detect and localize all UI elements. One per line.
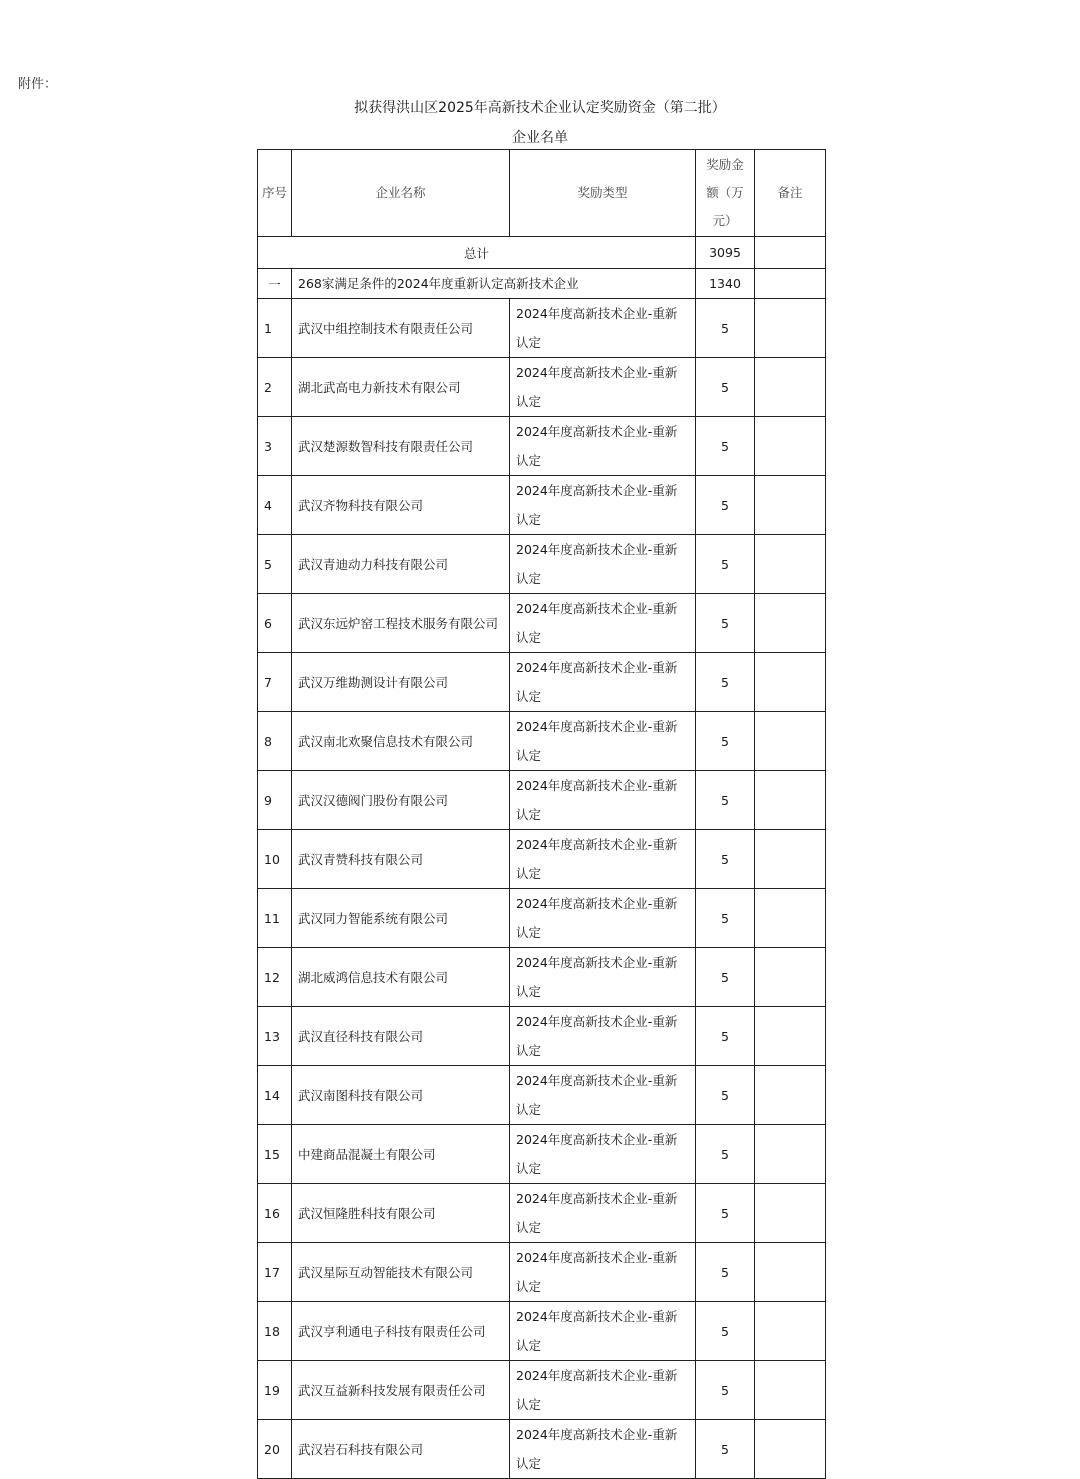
- table-row: [258, 1243, 826, 1302]
- row-note: [755, 830, 826, 889]
- header-type: 奖励类型: [510, 150, 696, 237]
- row-award-type: 2024年度高新技术企业-重新认定: [510, 476, 696, 535]
- table-row: [258, 712, 826, 771]
- row-seq: 10: [258, 830, 292, 889]
- header-amount: 奖励金额（万元）: [696, 150, 755, 237]
- row-company-name: 武汉岩石科技有限公司: [292, 1420, 510, 1479]
- table-row: [258, 299, 826, 358]
- row-amount: 5: [696, 1066, 755, 1125]
- table-row: [258, 1007, 826, 1066]
- row-seq: 9: [258, 771, 292, 830]
- row-note: [755, 1007, 826, 1066]
- row-seq: 16: [258, 1184, 292, 1243]
- row-note: [755, 594, 826, 653]
- row-note: [755, 1125, 826, 1184]
- row-amount: 5: [696, 1302, 755, 1361]
- row-seq: 6: [258, 594, 292, 653]
- row-company-name: 武汉青赞科技有限公司: [292, 830, 510, 889]
- row-note: [755, 1361, 826, 1420]
- row-company-name: 武汉万维勘测设计有限公司: [292, 653, 510, 712]
- row-note: [755, 1420, 826, 1479]
- row-seq: 18: [258, 1302, 292, 1361]
- row-amount: 5: [696, 299, 755, 358]
- row-amount: 5: [696, 358, 755, 417]
- category-label: 268家满足条件的2024年度重新认定高新技术企业: [292, 269, 696, 299]
- row-seq: 17: [258, 1243, 292, 1302]
- row-amount: 5: [696, 712, 755, 771]
- header-seq: 序号: [258, 150, 292, 237]
- category-row: [258, 269, 826, 299]
- table-row: [258, 771, 826, 830]
- row-company-name: 武汉恒隆胜科技有限公司: [292, 1184, 510, 1243]
- row-amount: 5: [696, 1184, 755, 1243]
- row-award-type: 2024年度高新技术企业-重新认定: [510, 535, 696, 594]
- row-amount: 5: [696, 1243, 755, 1302]
- row-amount: 5: [696, 1007, 755, 1066]
- category-index: 一: [258, 269, 292, 299]
- row-amount: 5: [696, 948, 755, 1007]
- row-amount: 5: [696, 653, 755, 712]
- row-award-type: 2024年度高新技术企业-重新认定: [510, 1066, 696, 1125]
- row-company-name: 武汉东远炉窑工程技术服务有限公司: [292, 594, 510, 653]
- row-company-name: 武汉齐物科技有限公司: [292, 476, 510, 535]
- row-seq: 1: [258, 299, 292, 358]
- table-row: [258, 417, 826, 476]
- row-note: [755, 1066, 826, 1125]
- document-title: 拟获得洪山区2025年高新技术企业认定奖励资金（第二批）: [354, 100, 726, 116]
- row-company-name: 武汉互益新科技发展有限责任公司: [292, 1361, 510, 1420]
- table-row: [258, 1302, 826, 1361]
- category-note: [755, 269, 826, 299]
- row-note: [755, 889, 826, 948]
- row-amount: 5: [696, 417, 755, 476]
- total-label: 总计: [258, 237, 696, 269]
- row-seq: 11: [258, 889, 292, 948]
- row-note: [755, 417, 826, 476]
- row-company-name: 武汉亨利通电子科技有限责任公司: [292, 1302, 510, 1361]
- header-note: 备注: [755, 150, 826, 237]
- row-award-type: 2024年度高新技术企业-重新认定: [510, 712, 696, 771]
- row-amount: 5: [696, 476, 755, 535]
- row-company-name: 武汉直径科技有限公司: [292, 1007, 510, 1066]
- row-amount: 5: [696, 830, 755, 889]
- row-company-name: 湖北武高电力新技术有限公司: [292, 358, 510, 417]
- attachment-label: 附件：: [18, 77, 58, 92]
- row-seq: 19: [258, 1361, 292, 1420]
- table-row: [258, 1125, 826, 1184]
- row-award-type: 2024年度高新技术企业-重新认定: [510, 1125, 696, 1184]
- row-note: [755, 712, 826, 771]
- row-amount: 5: [696, 535, 755, 594]
- row-amount: 5: [696, 594, 755, 653]
- row-amount: 5: [696, 1125, 755, 1184]
- row-award-type: 2024年度高新技术企业-重新认定: [510, 1007, 696, 1066]
- table-header-row: [258, 150, 826, 237]
- total-note: [755, 237, 826, 269]
- row-seq: 2: [258, 358, 292, 417]
- row-company-name: 中建商品混凝土有限公司: [292, 1125, 510, 1184]
- row-seq: 3: [258, 417, 292, 476]
- row-award-type: 2024年度高新技术企业-重新认定: [510, 771, 696, 830]
- row-seq: 5: [258, 535, 292, 594]
- table-row: [258, 476, 826, 535]
- table-row: [258, 948, 826, 1007]
- row-company-name: 武汉同力智能系统有限公司: [292, 889, 510, 948]
- enterprise-table: [257, 149, 826, 1479]
- row-award-type: 2024年度高新技术企业-重新认定: [510, 1184, 696, 1243]
- row-award-type: 2024年度高新技术企业-重新认定: [510, 1302, 696, 1361]
- row-award-type: 2024年度高新技术企业-重新认定: [510, 948, 696, 1007]
- row-award-type: 2024年度高新技术企业-重新认定: [510, 299, 696, 358]
- row-award-type: 2024年度高新技术企业-重新认定: [510, 1420, 696, 1479]
- row-amount: 5: [696, 1361, 755, 1420]
- row-seq: 12: [258, 948, 292, 1007]
- row-award-type: 2024年度高新技术企业-重新认定: [510, 417, 696, 476]
- row-company-name: 武汉南图科技有限公司: [292, 1066, 510, 1125]
- header-name: 企业名称: [292, 150, 510, 237]
- row-seq: 13: [258, 1007, 292, 1066]
- row-award-type: 2024年度高新技术企业-重新认定: [510, 1361, 696, 1420]
- row-note: [755, 1243, 826, 1302]
- row-company-name: 武汉南北欢聚信息技术有限公司: [292, 712, 510, 771]
- table-row: [258, 535, 826, 594]
- row-note: [755, 358, 826, 417]
- table-row: [258, 889, 826, 948]
- row-seq: 20: [258, 1420, 292, 1479]
- row-amount: 5: [696, 889, 755, 948]
- row-award-type: 2024年度高新技术企业-重新认定: [510, 358, 696, 417]
- table-row: [258, 1420, 826, 1479]
- row-amount: 5: [696, 771, 755, 830]
- row-note: [755, 476, 826, 535]
- row-award-type: 2024年度高新技术企业-重新认定: [510, 830, 696, 889]
- row-note: [755, 1302, 826, 1361]
- table-row: [258, 594, 826, 653]
- row-award-type: 2024年度高新技术企业-重新认定: [510, 594, 696, 653]
- row-award-type: 2024年度高新技术企业-重新认定: [510, 889, 696, 948]
- category-amount: 1340: [696, 269, 755, 299]
- row-note: [755, 653, 826, 712]
- table-row: [258, 1184, 826, 1243]
- row-company-name: 武汉楚源数智科技有限责任公司: [292, 417, 510, 476]
- table-row: [258, 1066, 826, 1125]
- total-row: [258, 237, 826, 269]
- document-subtitle: 企业名单: [512, 130, 568, 146]
- row-company-name: 武汉青迪动力科技有限公司: [292, 535, 510, 594]
- row-company-name: 武汉星际互动智能技术有限公司: [292, 1243, 510, 1302]
- row-note: [755, 771, 826, 830]
- table-row: [258, 358, 826, 417]
- row-company-name: 武汉中组控制技术有限责任公司: [292, 299, 510, 358]
- row-company-name: 武汉汉德阀门股份有限公司: [292, 771, 510, 830]
- row-seq: 14: [258, 1066, 292, 1125]
- table-row: [258, 1361, 826, 1420]
- row-company-name: 湖北威鸿信息技术有限公司: [292, 948, 510, 1007]
- table-row: [258, 830, 826, 889]
- row-seq: 8: [258, 712, 292, 771]
- row-note: [755, 1184, 826, 1243]
- row-award-type: 2024年度高新技术企业-重新认定: [510, 653, 696, 712]
- row-note: [755, 948, 826, 1007]
- table-row: [258, 653, 826, 712]
- total-amount: 3095: [696, 237, 755, 269]
- row-award-type: 2024年度高新技术企业-重新认定: [510, 1243, 696, 1302]
- row-seq: 15: [258, 1125, 292, 1184]
- row-seq: 7: [258, 653, 292, 712]
- row-seq: 4: [258, 476, 292, 535]
- row-note: [755, 299, 826, 358]
- row-amount: 5: [696, 1420, 755, 1479]
- row-note: [755, 535, 826, 594]
